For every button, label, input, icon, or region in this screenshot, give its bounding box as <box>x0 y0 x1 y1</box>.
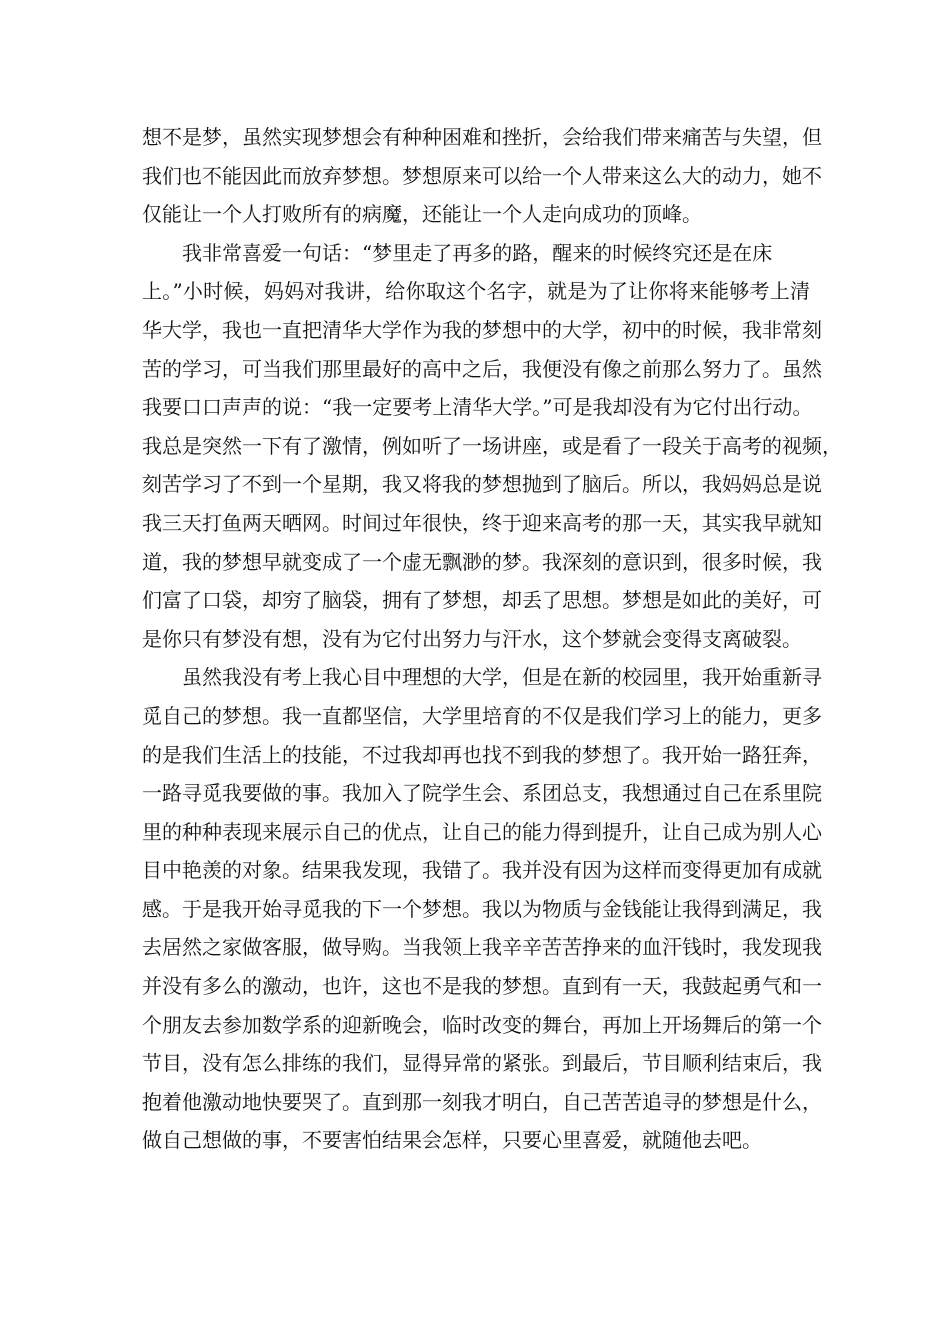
text-line: 我总是突然一下有了激情，例如听了一场讲座，或是看了一段关于高考的视频， <box>142 433 842 458</box>
text-line: 是你只有梦没有想，没有为它付出努力与汗水，这个梦就会变得支离破裂。 <box>142 626 802 651</box>
text-line: 里的种种表现来展示自己的优点，让自己的能力得到提升，让自己成为别人心 <box>142 819 822 844</box>
text-line: 刻苦学习了不到一个星期，我又将我的梦想抛到了脑后。所以，我妈妈总是说 <box>142 472 822 497</box>
text-line: 我三天打鱼两天晒网。时间过年很快，终于迎来高考的那一天，其实我早就知 <box>142 510 822 535</box>
text-line: 并没有多么的激动，也许，这也不是我的梦想。直到有一天，我鼓起勇气和一 <box>142 974 822 999</box>
text-line: 去居然之家做客服，做导购。当我领上我辛辛苦苦挣来的血汗钱时，我发现我 <box>142 935 822 960</box>
text-line: 目中艳羡的对象。结果我发现，我错了。我并没有因为这样而变得更加有成就 <box>142 858 822 883</box>
text-line: 仅能让一个人打败所有的病魔，还能让一个人走向成功的顶峰。 <box>142 202 702 227</box>
text-line: 个朋友去参加数学系的迎新晚会，临时改变的舞台，再加上开场舞后的第一个 <box>142 1012 822 1037</box>
document-body <box>142 118 842 1160</box>
text-line: 感。于是我开始寻觅我的下一个梦想。我以为物质与金钱能让我得到满足，我 <box>142 896 822 921</box>
text-line: 华大学，我也一直把清华大学作为我的梦想中的大学，初中的时候，我非常刻 <box>142 317 822 342</box>
text-line: 做自己想做的事，不要害怕结果会怎样，只要心里喜爱，就随他去吧。 <box>142 1128 762 1153</box>
paragraph-first-line: 我非常喜爱一句话：“梦里走了再多的路，醒来的时候终究还是在床 <box>182 240 773 265</box>
text-line: 道，我的梦想早就变成了一个虚无飘渺的梦。我深刻的意识到，很多时候，我 <box>142 549 822 574</box>
text-line: 们富了口袋，却穷了脑袋，拥有了梦想，却丢了思想。梦想是如此的美好，可 <box>142 588 822 613</box>
text-line: 抱着他激动地快要哭了。直到那一刻我才明白，自己苦苦追寻的梦想是什么， <box>142 1089 822 1114</box>
text-line: 觅自己的梦想。我一直都坚信，大学里培育的不仅是我们学习上的能力，更多 <box>142 703 822 728</box>
text-line: 想不是梦，虽然实现梦想会有种种困难和挫折，会给我们带来痛苦与失望，但 <box>142 125 822 149</box>
text-line: 上。”小时候，妈妈对我讲，给你取这个名字，就是为了让你将来能够考上清 <box>142 279 810 304</box>
text-line: 苦的学习，可当我们那里最好的高中之后，我便没有像之前那么努力了。虽然 <box>142 356 822 381</box>
text-line: 我们也不能因此而放弃梦想。梦想原来可以给一个人带来这么大的动力，她不 <box>142 163 822 188</box>
paragraph-first-line: 虽然我没有考上我心目中理想的大学，但是在新的校园里，我开始重新寻 <box>182 665 822 690</box>
text-line: 节目，没有怎么排练的我们，显得异常的紧张。到最后，节目顺利结束后，我 <box>142 1051 822 1076</box>
text-line: 一路寻觅我要做的事。我加入了院学生会、系团总支，我想通过自己在系里院 <box>142 781 822 806</box>
text-line: 我要口口声声的说：“我一定要考上清华大学。”可是我却没有为它付出行动。 <box>142 395 813 420</box>
text-line: 的是我们生活上的技能，不过我却再也找不到我的梦想了。我开始一路狂奔， <box>142 742 822 767</box>
